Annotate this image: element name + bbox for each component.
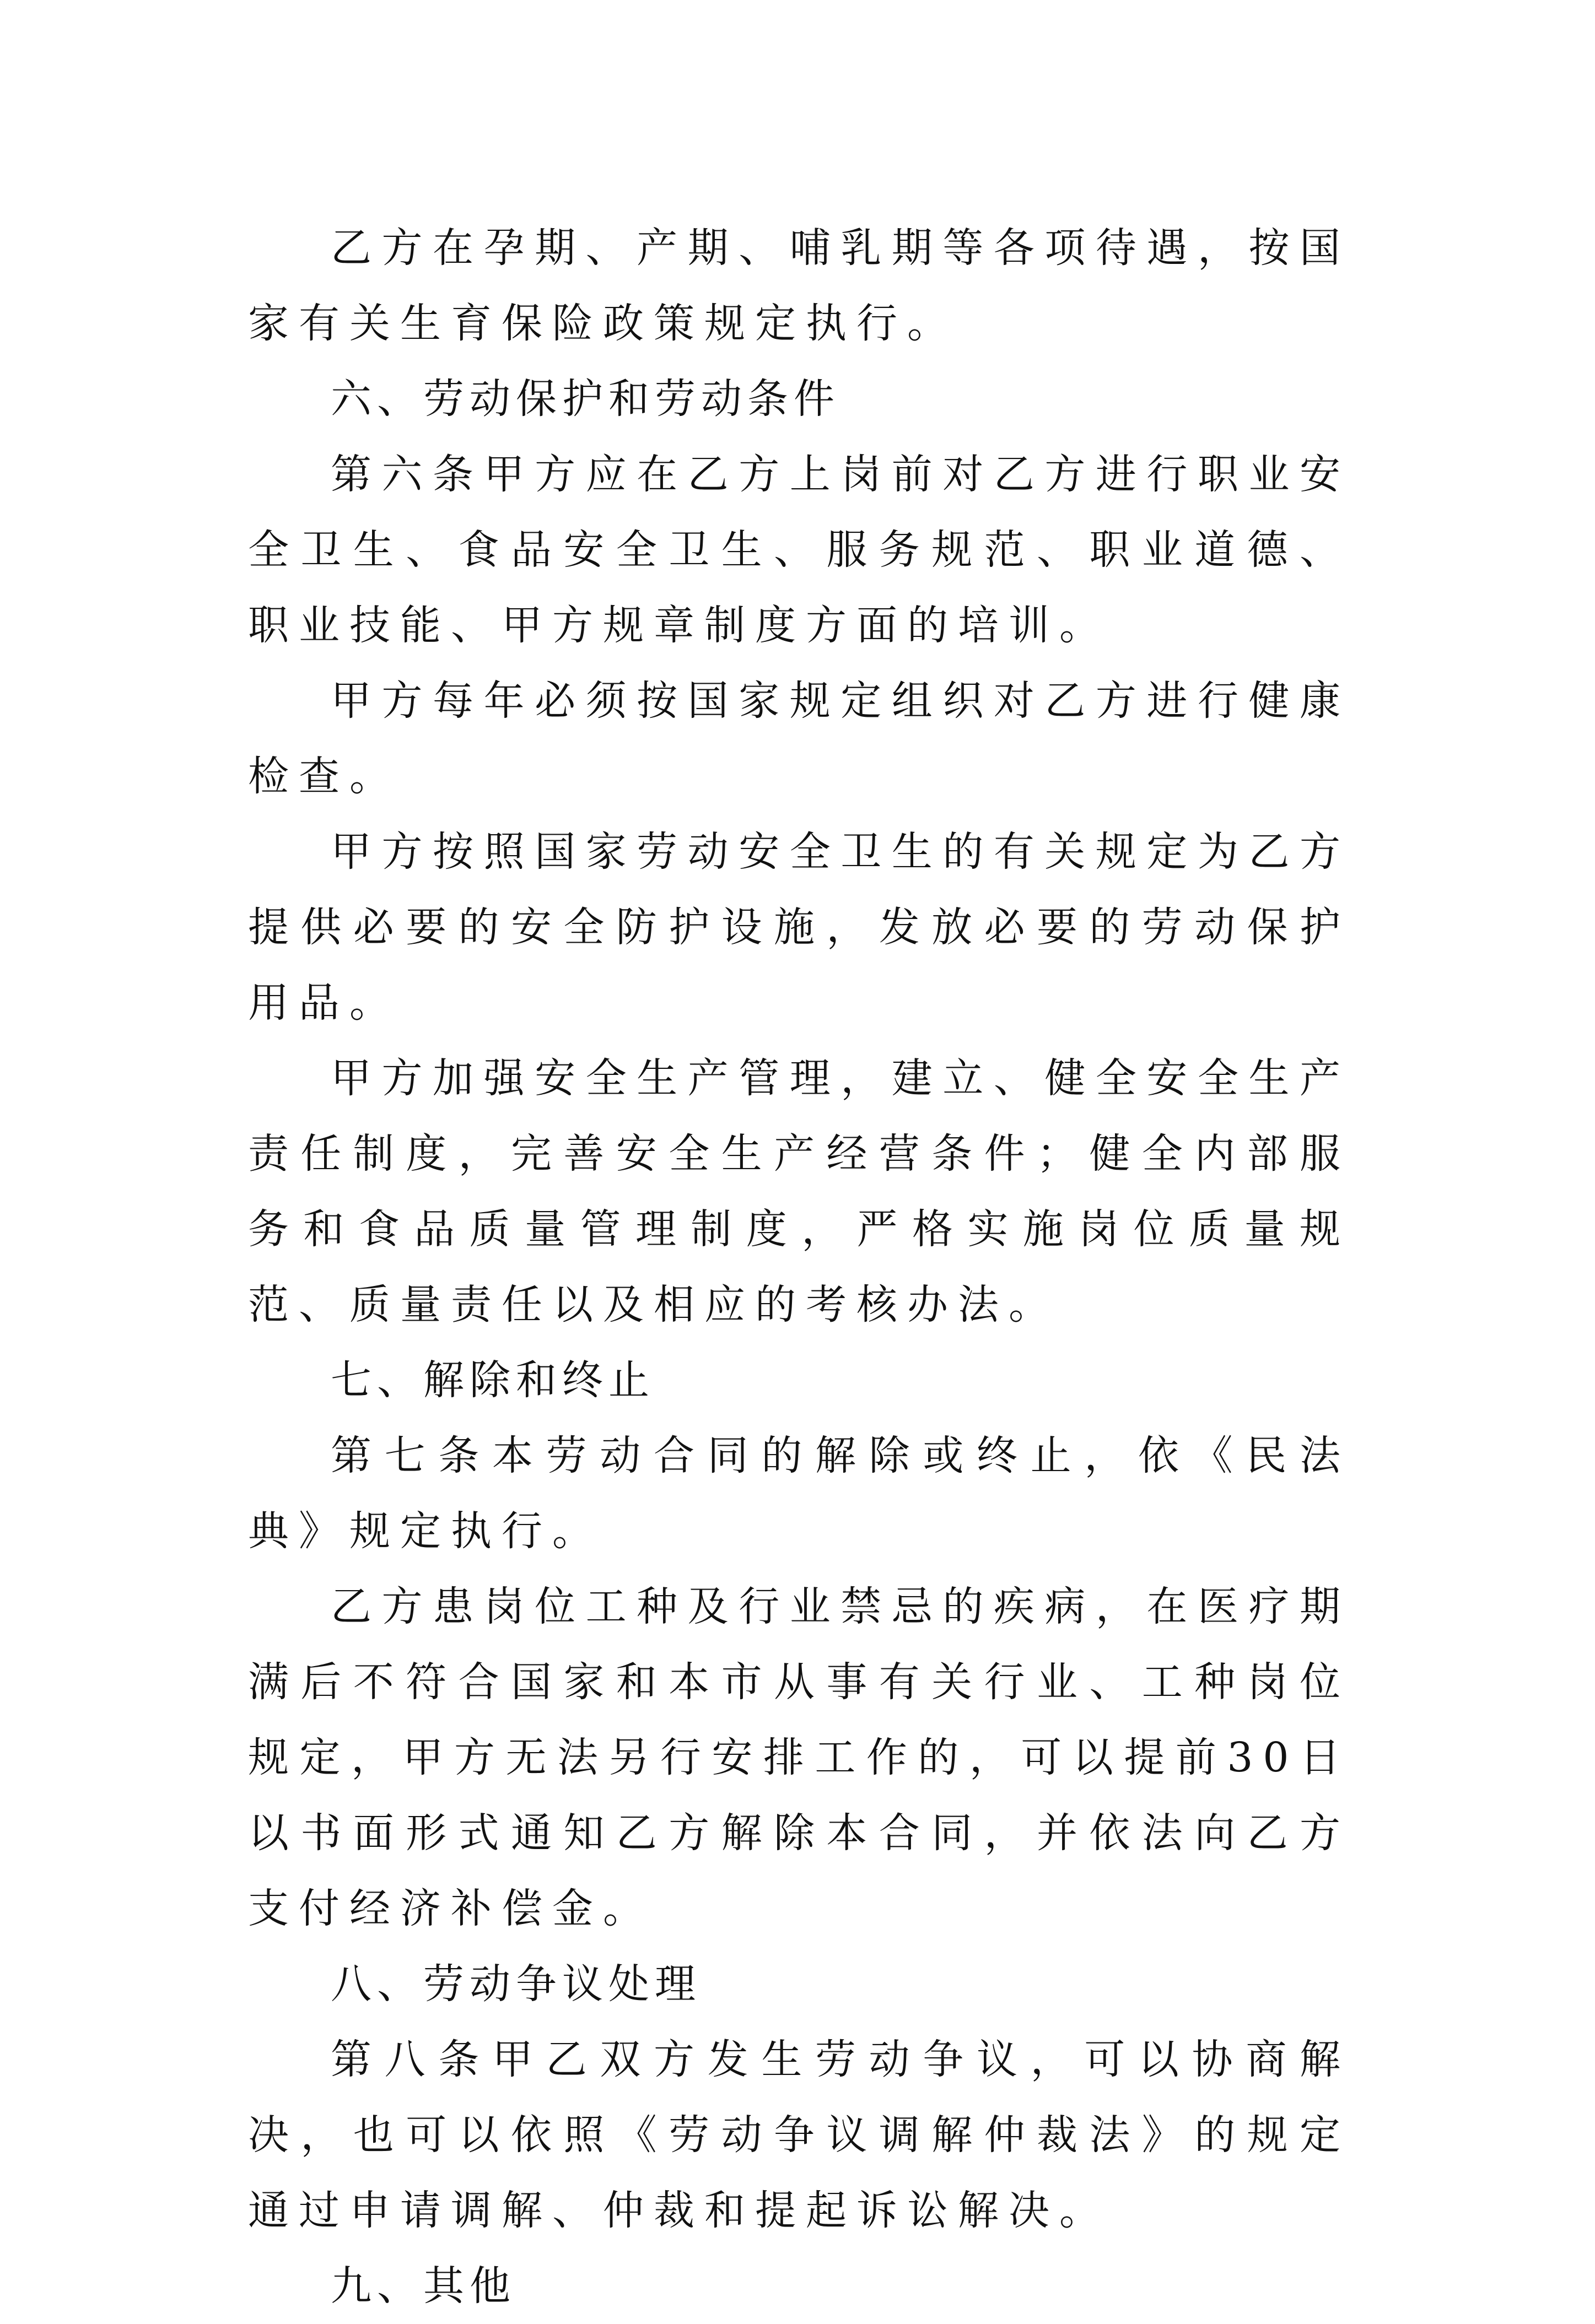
- paragraph-article-6-training: 第六条甲方应在乙方上岗前对乙方进行职业安全卫生、食品安全卫生、服务规范、职业道德、职业技能、甲方规章制度方面的培训。: [248, 451, 1350, 649]
- section-heading-dispute-handling: 八、劳动争议处理: [331, 1960, 701, 2008]
- section-heading-labor-protection: 六、劳动保护和劳动条件: [331, 375, 840, 423]
- section-heading-termination: 七、解除和终止: [331, 1356, 655, 1404]
- paragraph-health-check: 甲方每年必须按国家规定组织对乙方进行健康检查。: [248, 677, 1350, 800]
- paragraph-protective-equipment: 甲方按照国家劳动安全卫生的有关规定为乙方提供必要的安全防护设施，发放必要的劳动保护用品。: [248, 828, 1350, 1026]
- paragraph-safety-management: 甲方加强安全生产管理，建立、健全安全生产责任制度，完善安全生产经营条件；健全内部服务和食品质量管理制度，严格实施岗位质量规范、质量责任以及相应的考核办法。: [248, 1055, 1350, 1328]
- paragraph-maternity-benefits: 乙方在孕期、产期、哺乳期等各项待遇，按国家有关生育保险政策规定执行。: [248, 224, 1350, 347]
- paragraph-article-8-disputes: 第八条甲乙双方发生劳动争议，可以协商解决，也可以依照《劳动争议调解仲裁法》的规定通过申请调解、仲裁和提起诉讼解决。: [248, 2036, 1350, 2234]
- document-body: [248, 210, 1350, 2324]
- section-heading-other: 九、其他: [331, 2262, 516, 2310]
- paragraph-article-7-termination: 第七条本劳动合同的解除或终止，依《民法典》规定执行。: [248, 1432, 1350, 1555]
- paragraph-occupational-disease: 乙方患岗位工种及行业禁忌的疾病，在医疗期满后不符合国家和本市从事有关行业、工种岗位规定，甲方无法另行安排工作的，可以提前30日以书面形式通知乙方解除本合同，并依法向乙方支付经济补偿金。: [248, 1583, 1350, 1932]
